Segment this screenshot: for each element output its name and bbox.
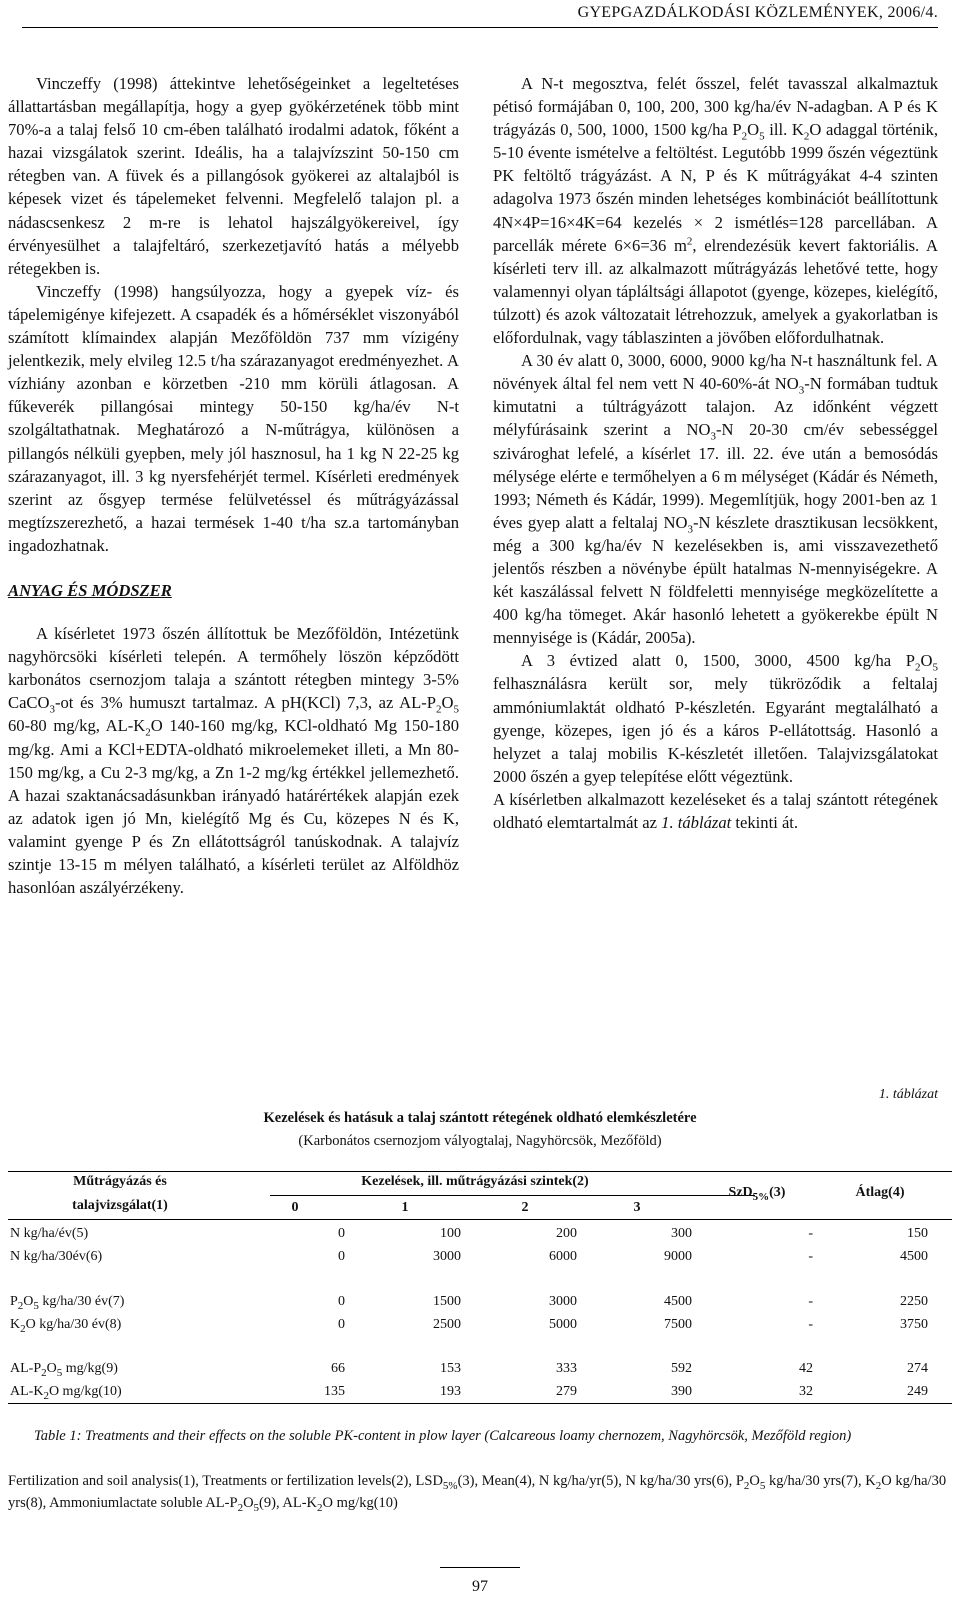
table-cell-lsd: -	[808, 1294, 813, 1309]
table-cell-level-1: 193	[440, 1384, 461, 1399]
table-head-levels: Kezelések, ill. műtrágyázási szintek(2)	[361, 1174, 589, 1189]
table-cell-level-1: 3000	[433, 1249, 461, 1264]
table-cell-mean: 2250	[900, 1294, 928, 1309]
table-number: 1. táblázat	[878, 1087, 938, 1102]
table-cell-level-0: 0	[338, 1226, 345, 1241]
header-rule	[22, 27, 938, 28]
table-cell-level-2: 6000	[549, 1249, 577, 1264]
table-cell-mean: 3750	[900, 1317, 928, 1332]
left-paragraph-3: A kísérletet 1973 őszén állítottuk be Mezőföldön, Intézetünk nagyhörcsöki kísérleti telepén. A termőhely löszön képződött karbonátos csernozjom talaja a szántott rétegben mintegy 3-5% CaCO$_3$-ot és 3% humuszt tartalmaz. A pH(KCl) 7,3, az $AL-P_2O_5$ 60-80 mg/kg, $AL-K_2O$ 140-160 mg/kg, KCl-oldható Mg 150-180 mg/kg. Ami a KCl+EDTA-oldható mikroelemeket illeti, a Mn 80-150 mg/kg, a Cu 2-3 mg/kg, a Zn 1-2 mg/kg értékkel jellemezhető. A hazai szaktanácsadásunkban irányadó határértékek alapján ezek az adatok igen jó Mn, kielégítő Mg és Cu, közepes N és K, valamint gyenge P és Zn ellátottságról tanúskodnak. A talajvíz szintje 13-15 m mélyen található, a kísérleti terület az Alföldhöz hasonlóan aszályérzékeny.	[8, 624, 459, 898]
table-top-rule	[8, 1171, 952, 1172]
table-head-mean: Átlag(4)	[855, 1185, 905, 1200]
table-cell-mean: 274	[907, 1361, 928, 1376]
table-head-left-1: Műtrágyázás és	[73, 1174, 167, 1189]
section-heading: ANYAG ÉS MÓDSZER	[8, 580, 172, 600]
table-cell-level-0: 66	[331, 1361, 345, 1376]
right-paragraph-2: A 30 év alatt 0, 3000, 6000, 9000 kg/ha N-t használtunk fel. A növények által fel nem vett N 40-60%-át $NO_3-N$ formában tudtuk kimutatni a túltrágyázott talajon. Az időnként végzett mélyfúrásaink szerint a $NO_3-N$ 20-30 cm/év sebességgel szivároghat lefelé, a kísérlet 17. ill. 22. éve után a bemosódás mélysége elérte e termőhelyen a 6 m mélységet (Kádár és Németh, 1993; Németh és Kádár, 1999). Megemlítjük, hogy 2001-ben az 1 éves gyep alatt a feltalaj $NO_3-N$ készlete drasztikusan lecsökkent, még a 300 kg/ha/év N kezelésekben is, ami visszavezethető jelentős részben a növénybe épült hatalmas N-mennyiségekre. A két kaszálással felvett N földfeletti mennyisége megközelítette a 400 kg/ha tömeget. Akár hasonló lehetett a gyökerekbe épült N mennyisége is (Kádár, 2005a).	[493, 351, 938, 648]
table-cell-level-2: 279	[556, 1384, 577, 1399]
left-column	[8, 72, 459, 899]
table-cell-level-1: 1500	[433, 1294, 461, 1309]
table-cell-mean: 4500	[900, 1249, 928, 1264]
table-caption-legend: Fertilization and soil analysis(1), Treatments or fertilization levels(2), $LSD_{5\%}(3)$, Mean(4), N kg/ha/yr(5), N kg/ha/30 yrs(6), $P_2O_5$ kg/ha/30 yrs(7), $K_2O$ kg/ha/30 yrs(8), Ammoniumlactate soluble $AL-P_2O_5(9)$, $AL-K_2O$ mg/kg(10)	[8, 1473, 947, 1514]
table-cell-lsd: 32	[799, 1384, 813, 1399]
right-paragraph-3: A 3 évtized alatt 0, 1500, 3000, 4500 kg/ha $P_2O_5$ felhasználásra került sor, mely tükröződik a feltalaj ammóniumlaktát oldható P-készletén. Egyaránt megtalálható a gyenge, közepes, igen jó és a káros P-ellátottság. Hasonló a helyzet a talaj mobilis K-készletét illetően. Talajvizsgálatokat 2000 őszén a gyep telepítése előtt végeztünk.	[493, 651, 938, 786]
table-cell-level-0: 0	[338, 1294, 345, 1309]
table-cell-level-0: 0	[338, 1249, 345, 1264]
table-cell-level-3: 7500	[664, 1317, 692, 1332]
table-cell-level-3: 4500	[664, 1294, 692, 1309]
table-cell-level-2: 3000	[549, 1294, 577, 1309]
table-cell-level-3: 9000	[664, 1249, 692, 1264]
table-level-2: 2	[521, 1200, 529, 1215]
table-subtitle: (Karbonátos csernozjom vályogtalaj, Nagyhörcsök, Mezőföld)	[298, 1133, 662, 1149]
table-caption-english: Table 1: Treatments and their effects on the soluble PK-content in plow layer (Calcareous loamy chernozem, Nagyhörcsök, Mezőföld region)	[34, 1428, 852, 1444]
table-cell-level-2: 333	[556, 1361, 577, 1376]
table-head-left-2: talajvizsgálat(1)	[72, 1198, 168, 1213]
page-number: 97	[472, 1578, 488, 1595]
table-head-lsd: SzD$_{5\%}$(3)	[728, 1185, 786, 1203]
table-cell-lsd: -	[808, 1249, 813, 1264]
running-header: GYEPGAZDÁLKODÁSI KÖZLEMÉNYEK, 2006/4.	[577, 4, 938, 21]
table-cell-level-0: 135	[324, 1384, 345, 1399]
table-cell-level-2: 200	[556, 1226, 577, 1241]
table-row-label: $P_2O_5$ kg/ha/30 év(7)	[10, 1294, 125, 1312]
table-cell-mean: 150	[907, 1226, 928, 1241]
footer-rule	[440, 1567, 520, 1568]
table-cell-level-3: 300	[671, 1226, 692, 1241]
table-title: Kezelések és hatásuk a talaj szántott rétegének oldható elemkészletére	[263, 1110, 697, 1126]
table-row-label: $K_2O$ kg/ha/30 év(8)	[10, 1317, 122, 1335]
table-row-label: $AL-P_2O_5$ mg/kg(9)	[10, 1361, 118, 1379]
table-level-1: 1	[401, 1200, 409, 1215]
table-bottom-rule	[8, 1403, 952, 1404]
table-row-label: N kg/ha/év(5)	[10, 1226, 89, 1241]
table-cell-lsd: 42	[799, 1361, 813, 1376]
table-cell-lsd: -	[808, 1317, 813, 1332]
table-cell-level-1: 100	[440, 1226, 461, 1241]
left-paragraph-1: Vinczeffy (1998) áttekintve lehetőségeinket a legeltetéses állattartásban megállapítja, hogy a gyep gyökérzetének több mint 70%-a a talaj felső 10 cm-ében található irodalmi adatok, főként a hazai vizsgálatok szerint. Ideális, ha a talajvízszint 50-150 cm rétegben van. A füvek és a pillangósok gyökerei az altalajból is képesek vizet és tápelemeket felvenni. Megfelelő talajon pl. a nádascsenkesz 2 m-re is lehatol hajszálgyökereivel, így érvényesülhet a talajfeltáró, szerkezetjavító hatás a mélyebb rétegekben is.	[8, 74, 459, 278]
table-cell-level-1: 153	[440, 1361, 461, 1376]
table-cell-level-0: 0	[338, 1317, 345, 1332]
table-cell-level-1: 2500	[433, 1317, 461, 1332]
table-cell-level-3: 592	[671, 1361, 692, 1376]
right-column	[493, 72, 938, 834]
table-header-rule	[8, 1219, 952, 1220]
left-paragraph-2: Vinczeffy (1998) hangsúlyozza, hogy a gyepek víz- és tápelemigénye kifejezett. A csapadék és a hőmérséklet viszonyából számított klímaindex alapján Mezőföldön 737 mm vízigény jelentkezik, mely elvileg 12.5 t/ha szárazanyagot eredményezhet. A vízhiány azonban e körzetben -210 mm körüli átlagosan. A fűkeverék pillangósai mintegy 50-150 kg/ha/év N-t szolgáltathatnak. Meghatározó a N-műtrágya, különösen a pillangós nélküli gyepben, mely jól hasznosul, ha 1 kg N 22-25 kg szárazanyagot, ill. 3 kg nyersfehérjét termel. Kísérleti eredmények szerint az ősgyep termése felülvetéssel és műtrágyázással megtízszerezhető, a hazai termések 1-40 t/ha sz.a tartományban ingadozhatnak.	[8, 281, 459, 555]
table-header-subrule	[270, 1195, 755, 1196]
table-cell-lsd: -	[808, 1226, 813, 1241]
table-row-label: $AL-K_2O$ mg/kg(10)	[10, 1384, 122, 1402]
right-paragraph-1: A N-t megosztva, felét ősszel, felét tavasszal alkalmaztuk pétisó formájában 0, 100, 200, 300 kg/ha/év N-adagban. A P és K trágyázás 0, 500, 1000, 1500 kg/ha $P_2O_5$ ill. $K_2O$ adaggal történik, 5-10 évente ismételve a feltöltést. Legutóbb 1999 őszén végeztünk PK feltöltő trágyázást. A N, P és K műtrágyákat 4-4 szinten adagolva 1973 őszén minden lehetséges kombinációt beállítottunk 4N×4P=16×4K=64 kezelés × 2 ismétlés=128 parcellában. A parcellák mérete 6×6=36 $m^2$, elrendezésük kevert faktoriális. A kísérleti terv ill. az alkalmazott műtrágyázás lehetővé tette, hogy valamennyi olyan tápláltsági állapotot (gyenge, közepes, kielégítő, túlzott) és azok változatait létrehozzuk, amelyek a gyakorlatban is előfordulnak, vagy táblaszinten a jövőben előfordulhatnak.	[493, 74, 939, 348]
table-level-3: 3	[633, 1200, 641, 1215]
table-level-0: 0	[291, 1200, 299, 1215]
right-paragraph-4: A kísérletben alkalmazott kezeléseket és a talaj szántott rétegének oldható elemtartalmát az 1. táblázat tekinti át.	[493, 789, 938, 832]
table-cell-level-2: 5000	[549, 1317, 577, 1332]
table-cell-mean: 249	[907, 1384, 928, 1399]
table-cell-level-3: 390	[671, 1384, 692, 1399]
table-row-label: N kg/ha/30év(6)	[10, 1249, 103, 1264]
